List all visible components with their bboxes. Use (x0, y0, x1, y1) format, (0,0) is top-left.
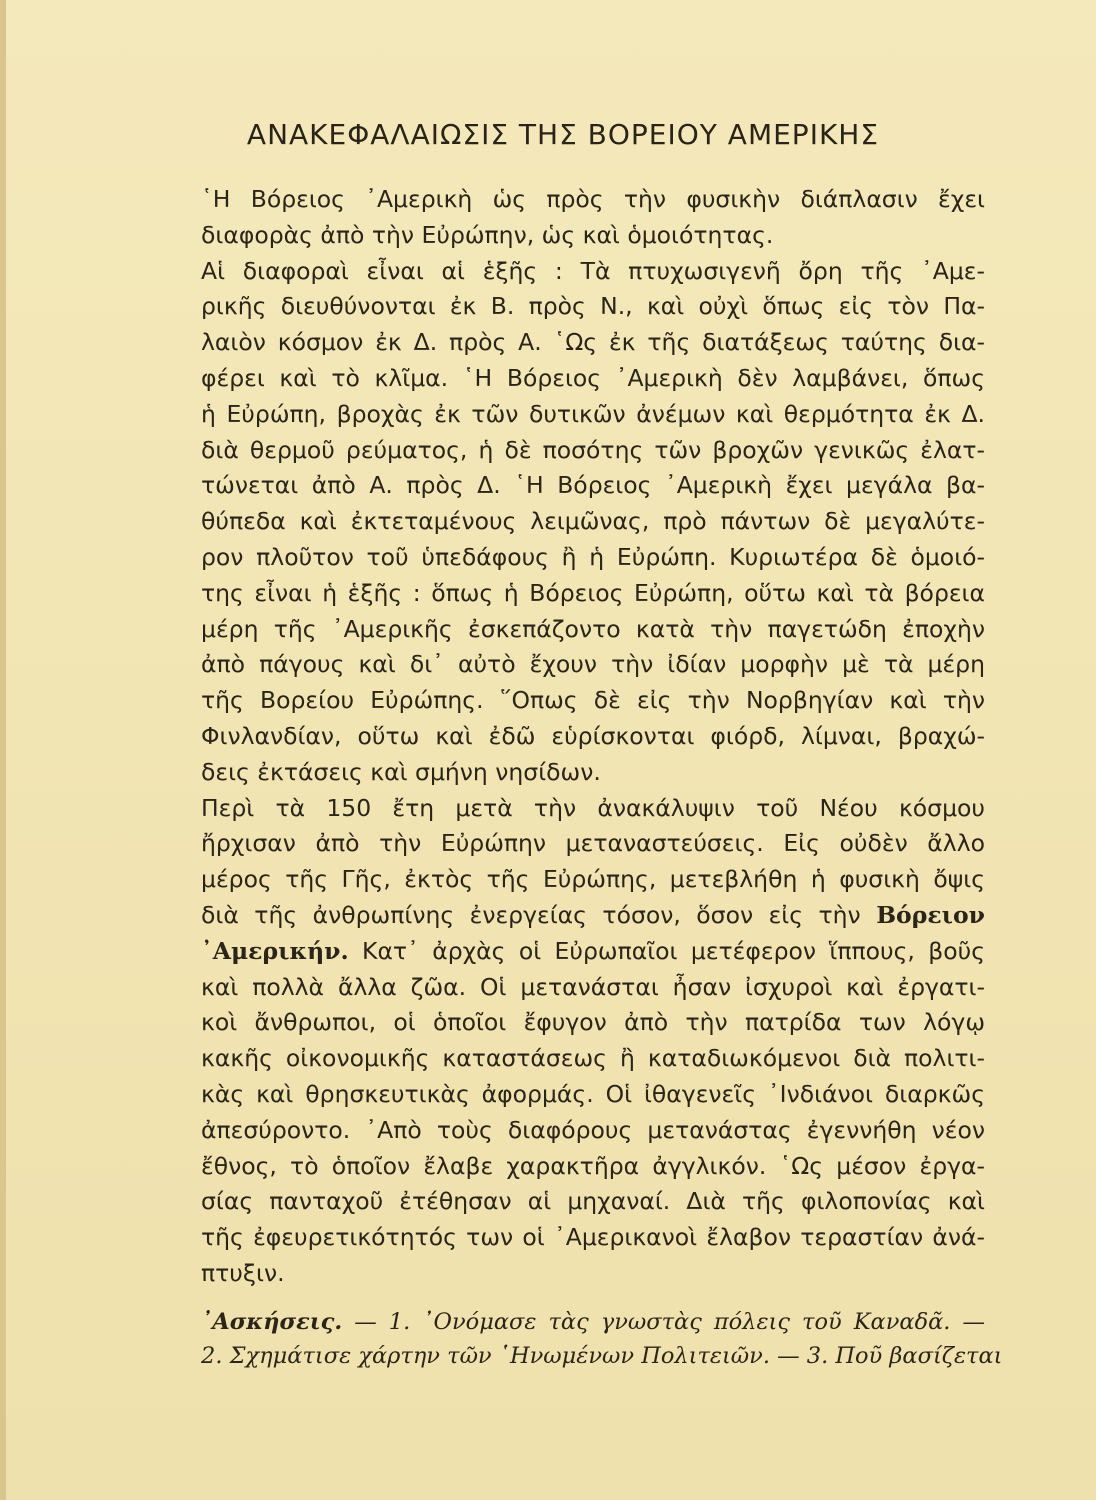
text-line: δεις ἐκτάσεις καὶ σμήνη νησίδων. (201, 757, 601, 786)
text-line: λαιὸν κόσμον ἐκ Δ. πρὸς Α. ῾Ως ἐκ τῆς διατάξεως ταύτης δια- (201, 328, 985, 357)
text-line: κὰς καὶ θρησκευτικὰς ἀφορμάς. Οἱ ἰθαγενεῖς ᾿Ινδιάνοι διαρκῶς (201, 1079, 985, 1108)
exercises-line (201, 1305, 985, 1339)
text-line: μέρος τῆς Γῆς, ἐκτὸς τῆς Εὐρώπης, μετεβλήθη ἡ φυσικὴ ὄψις (201, 865, 985, 894)
text-line: ἡ Εὐρώπη, βροχὰς ἐκ τῶν δυτικῶν ἀνέμων καὶ θερμότητα ἐκ Δ. (201, 399, 985, 428)
text-line-with-term (201, 934, 985, 970)
text-line: διὰ θερμοῦ ρεύματος, ἡ δὲ ποσότης τῶν βροχῶν γενικῶς ἐλατ- (201, 435, 985, 464)
text-line: ἤρχισαν ἀπὸ τὴν Εὐρώπην μεταναστεύσεις. Εἰς οὐδὲν ἄλλο (201, 829, 985, 858)
bold-term: ᾿Αμερικήν. (201, 936, 349, 965)
text-line: κοὶ ἄνθρωποι, οἱ ὁποῖοι ἔφυγον ἀπὸ τὴν πατρίδα των λόγῳ (201, 1008, 985, 1037)
text-line: ῾Η Βόρειος ᾿Αμερικὴ ὡς πρὸς τὴν φυσικὴν διάπλασιν ἔχει (201, 185, 985, 213)
text-line: διαφορὰς ἀπὸ τὴν Εὐρώπην, ὡς καὶ ὁμοιότητας. (201, 220, 774, 249)
text-line: Αἱ διαφοραὶ εἶναι αἱ ἑξῆς : Τὰ πτυχωσιγενῆ ὄρη τῆς ᾿Αμε- (201, 256, 985, 285)
text-line: της εἶναι ἡ ἑξῆς : ὅπως ἡ Βόρειος Εὐρώπη, οὕτω καὶ τὰ βόρεια (201, 578, 985, 607)
text-line: ἀπεσύροντο. ᾿Απὸ τοὺς διαφόρους μετανάστας ἐγεννήθη νέον (201, 1115, 985, 1144)
text-line: θύπεδα καὶ ἐκτεταμένους λειμῶνας, πρὸ πάντων δὲ μεγαλύτε- (201, 507, 985, 536)
page-binding-edge (0, 0, 6, 1500)
paragraph-1 (201, 182, 985, 254)
paragraph-3 (201, 791, 985, 1292)
page-title: ΑΝΑΚΕΦΑΛΑΙΩΣΙΣ ΤΗΣ ΒΟΡΕΙΟΥ ΑΜΕΡΙΚΗΣ (246, 118, 880, 151)
text-line: τῆς Βορείου Εὐρώπης. ῞Οπως δὲ εἰς τὴν Νορβηγίαν καὶ τὴν (201, 686, 985, 715)
exercises-text: — 1. ᾿Ονόμασε τὰς γνωστὰς πόλεις τοῦ Καναδᾶ. — (342, 1309, 985, 1335)
text-line: ρικῆς διευθύνονται ἐκ Β. πρὸς Ν., καὶ οὐχὶ ὅπως εἰς τὸν Πα- (201, 292, 985, 321)
paragraph-2 (201, 254, 985, 791)
text-line: πτυξιν. (201, 1258, 285, 1287)
text-line: καὶ πολλὰ ἄλλα ζῶα. Οἱ μετανάσται ἦσαν ἰσχυροὶ καὶ ἐργατι- (201, 972, 985, 1001)
text-line: ρον πλοῦτον τοῦ ὑπεδάφους ἢ ἡ Εὐρώπη. Κυριωτέρα δὲ ὁμοιό- (201, 542, 985, 571)
text-line: μέρη τῆς ᾿Αμερικῆς ἐσκεπάζοντο κατὰ τὴν παγετώδη ἐποχὴν (201, 614, 985, 643)
text-segment: διὰ τῆς ἀνθρωπίνης ἐνεργείας τόσον, ὅσον εἰς τὴν (201, 900, 861, 929)
text-line-with-term (201, 898, 985, 934)
text-line: φέρει καὶ τὸ κλῖμα. ῾Η Βόρειος ᾿Αμερικὴ δὲν λαμβάνει, ὅπως (201, 363, 985, 392)
text-line: ἀπὸ πάγους καὶ δι᾿ αὐτὸ ἔχουν τὴν ἰδίαν μορφὴν μὲ τὰ μέρη (201, 650, 985, 679)
exercises-label: ᾿Ασκήσεις. (201, 1309, 343, 1335)
exercises-section (201, 1305, 1003, 1373)
text-line: τώνεται ἀπὸ Α. πρὸς Δ. ῾Η Βόρειος ᾿Αμερικὴ ἔχει μεγάλα βα- (201, 471, 985, 500)
bold-term: Βόρειον (876, 900, 985, 929)
text-line: ἔθνος, τὸ ὁποῖον ἔλαβε χαρακτῆρα ἀγγλικόν. ῾Ως μέσον ἐργα- (201, 1151, 985, 1180)
text-line: τῆς ἐφευρετικότητός των οἱ ᾿Αμερικανοὶ ἔλαβον τεραστίαν ἀνά- (201, 1223, 985, 1252)
text-line: Περὶ τὰ 150 ἔτη μετὰ τὴν ἀνακάλυψιν τοῦ Νέου κόσμου (201, 793, 985, 822)
text-line: σίας πανταχοῦ ἐτέθησαν αἱ μηχαναί. Διὰ τῆς φιλοπονίας καὶ (201, 1187, 985, 1216)
text-line: Φινλανδίαν, οὕτω καὶ ἐδῶ εὑρίσκονται φιόρδ, λίμναι, βραχώ- (201, 721, 985, 750)
exercises-line: 2. Σχημάτισε χάρτην τῶν ῾Ηνωμένων Πολιτειῶν. — 3. Ποῦ βασίζεται (201, 1343, 1003, 1369)
text-line: κακῆς οἰκονομικῆς καταστάσεως ἢ καταδιωκόμενοι διὰ πολιτι- (201, 1044, 985, 1073)
text-segment: Κατ᾿ ἀρχὰς οἱ Εὐρωπαῖοι μετέφερον ἵππους, βοῦς (362, 936, 985, 965)
main-text (201, 182, 985, 1292)
